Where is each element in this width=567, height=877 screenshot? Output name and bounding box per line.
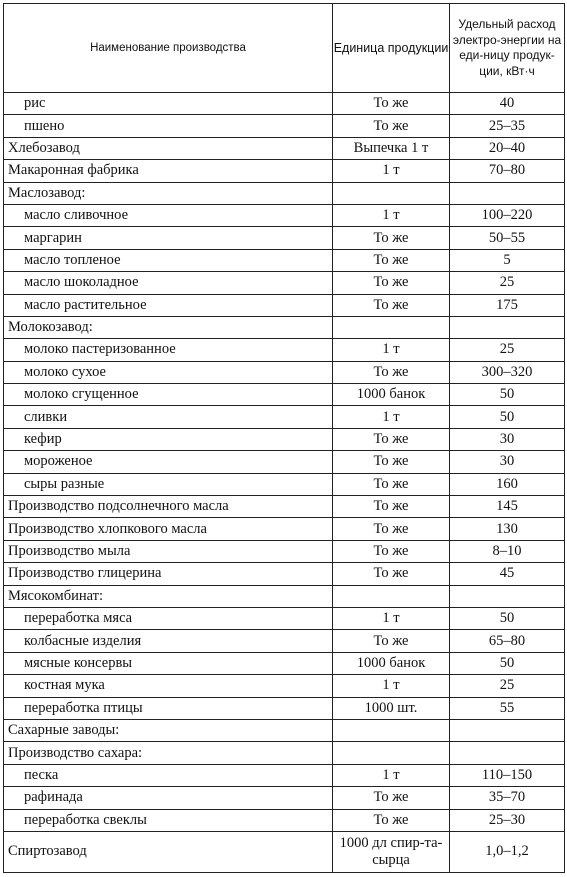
consumption-value-cell: 35–70 bbox=[450, 787, 565, 809]
unit-cell: То же bbox=[333, 496, 450, 518]
consumption-value-cell: 300–320 bbox=[450, 361, 565, 383]
production-name-cell: мясные консервы bbox=[4, 652, 333, 674]
production-name-cell: сыры разные bbox=[4, 473, 333, 495]
table-row bbox=[4, 339, 565, 361]
production-name-cell: Производство мыла bbox=[4, 540, 333, 562]
unit-cell bbox=[333, 719, 450, 741]
consumption-value-cell bbox=[450, 585, 565, 607]
consumption-value-cell: 175 bbox=[450, 294, 565, 316]
production-name-cell: масло шоколадное bbox=[4, 272, 333, 294]
table-row bbox=[4, 204, 565, 226]
unit-cell: То же bbox=[333, 473, 450, 495]
unit-cell: 1000 банок bbox=[333, 384, 450, 406]
table-row bbox=[4, 473, 565, 495]
production-name-cell: молоко пастеризованное bbox=[4, 339, 333, 361]
table-row bbox=[4, 697, 565, 719]
unit-cell: То же bbox=[333, 249, 450, 271]
consumption-value-cell: 70–80 bbox=[450, 160, 565, 182]
unit-cell: То же bbox=[333, 361, 450, 383]
energy-consumption-table bbox=[3, 3, 565, 873]
production-name-cell: сливки bbox=[4, 406, 333, 428]
unit-cell: 1000 дл спир-та-сырца bbox=[333, 831, 450, 872]
production-name-cell: переработка птицы bbox=[4, 697, 333, 719]
unit-cell: То же bbox=[333, 115, 450, 137]
consumption-value-cell: 145 bbox=[450, 496, 565, 518]
consumption-value-cell: 130 bbox=[450, 518, 565, 540]
table-row bbox=[4, 607, 565, 629]
consumption-value-cell: 5 bbox=[450, 249, 565, 271]
consumption-value-cell bbox=[450, 182, 565, 204]
consumption-value-cell: 110–150 bbox=[450, 764, 565, 786]
consumption-value-cell bbox=[450, 742, 565, 764]
consumption-value-cell: 160 bbox=[450, 473, 565, 495]
unit-cell: То же bbox=[333, 428, 450, 450]
production-name-cell: Производство сахара: bbox=[4, 742, 333, 764]
production-name-cell: переработка свеклы bbox=[4, 809, 333, 831]
production-name-cell: мороженое bbox=[4, 451, 333, 473]
table-row bbox=[4, 764, 565, 786]
unit-cell: 1 т bbox=[333, 764, 450, 786]
production-name-cell: рафинада bbox=[4, 787, 333, 809]
production-name-cell: Производство глицерина bbox=[4, 563, 333, 585]
table-row bbox=[4, 652, 565, 674]
production-name-cell: Макаронная фабрика bbox=[4, 160, 333, 182]
unit-cell: То же bbox=[333, 563, 450, 585]
consumption-value-cell: 40 bbox=[450, 93, 565, 115]
unit-cell: 1 т bbox=[333, 160, 450, 182]
table-row bbox=[4, 496, 565, 518]
consumption-value-cell: 100–220 bbox=[450, 204, 565, 226]
consumption-value-cell: 50 bbox=[450, 607, 565, 629]
production-name-cell: масло топленое bbox=[4, 249, 333, 271]
table-row bbox=[4, 742, 565, 764]
unit-cell: 1 т bbox=[333, 204, 450, 226]
consumption-value-cell: 30 bbox=[450, 451, 565, 473]
production-name-cell: масло сливочное bbox=[4, 204, 333, 226]
table-row bbox=[4, 540, 565, 562]
production-name-cell: пшено bbox=[4, 115, 333, 137]
unit-cell: 1000 банок bbox=[333, 652, 450, 674]
consumption-value-cell: 45 bbox=[450, 563, 565, 585]
production-name-cell: масло растительное bbox=[4, 294, 333, 316]
production-name-cell: Хлебозавод bbox=[4, 137, 333, 159]
unit-cell bbox=[333, 585, 450, 607]
consumption-value-cell: 50–55 bbox=[450, 227, 565, 249]
consumption-value-cell: 30 bbox=[450, 428, 565, 450]
header-production-name: Наименование производства bbox=[4, 4, 333, 93]
table-row bbox=[4, 518, 565, 540]
table-row bbox=[4, 809, 565, 831]
unit-cell: То же bbox=[333, 787, 450, 809]
unit-cell: 1 т bbox=[333, 406, 450, 428]
consumption-value-cell: 1,0–1,2 bbox=[450, 831, 565, 872]
unit-cell bbox=[333, 742, 450, 764]
table-row bbox=[4, 227, 565, 249]
table-row bbox=[4, 675, 565, 697]
table-row bbox=[4, 563, 565, 585]
production-name-cell: молоко сухое bbox=[4, 361, 333, 383]
consumption-value-cell: 25–30 bbox=[450, 809, 565, 831]
table-row bbox=[4, 630, 565, 652]
table-row bbox=[4, 115, 565, 137]
table-row bbox=[4, 585, 565, 607]
table-row bbox=[4, 406, 565, 428]
consumption-value-cell bbox=[450, 719, 565, 741]
unit-cell: 1 т bbox=[333, 607, 450, 629]
unit-cell bbox=[333, 182, 450, 204]
unit-cell: То же bbox=[333, 294, 450, 316]
production-name-cell: Молокозавод: bbox=[4, 316, 333, 338]
consumption-value-cell: 50 bbox=[450, 406, 565, 428]
header-specific-consumption: Удельный расход электро-энергии на еди-ницу продук-ции, кВт·ч bbox=[450, 4, 565, 93]
consumption-value-cell: 25 bbox=[450, 675, 565, 697]
consumption-value-cell: 50 bbox=[450, 652, 565, 674]
unit-cell: То же bbox=[333, 630, 450, 652]
unit-cell bbox=[333, 316, 450, 338]
production-name-cell: кефир bbox=[4, 428, 333, 450]
production-name-cell: Сахарные заводы: bbox=[4, 719, 333, 741]
table-row bbox=[4, 384, 565, 406]
table-row bbox=[4, 428, 565, 450]
production-name-cell: Производство подсолнечного масла bbox=[4, 496, 333, 518]
unit-cell: 1000 шт. bbox=[333, 697, 450, 719]
production-name-cell: молоко сгущенное bbox=[4, 384, 333, 406]
production-name-cell: костная мука bbox=[4, 675, 333, 697]
unit-cell: То же bbox=[333, 809, 450, 831]
unit-cell: 1 т bbox=[333, 675, 450, 697]
unit-cell: То же bbox=[333, 93, 450, 115]
header-row bbox=[4, 4, 565, 93]
consumption-value-cell: 25 bbox=[450, 272, 565, 294]
production-name-cell: маргарин bbox=[4, 227, 333, 249]
table-row bbox=[4, 451, 565, 473]
table-row bbox=[4, 787, 565, 809]
table-row bbox=[4, 182, 565, 204]
production-name-cell: переработка мяса bbox=[4, 607, 333, 629]
consumption-value-cell: 55 bbox=[450, 697, 565, 719]
production-name-cell: рис bbox=[4, 93, 333, 115]
unit-cell: 1 т bbox=[333, 339, 450, 361]
table-row bbox=[4, 361, 565, 383]
production-name-cell: колбасные изделия bbox=[4, 630, 333, 652]
consumption-value-cell bbox=[450, 316, 565, 338]
consumption-value-cell: 65–80 bbox=[450, 630, 565, 652]
table-row bbox=[4, 316, 565, 338]
table-row bbox=[4, 93, 565, 115]
consumption-value-cell: 50 bbox=[450, 384, 565, 406]
unit-cell: Выпечка 1 т bbox=[333, 137, 450, 159]
unit-cell: То же bbox=[333, 540, 450, 562]
table-row bbox=[4, 831, 565, 872]
table-row bbox=[4, 272, 565, 294]
production-name-cell: Маслозавод: bbox=[4, 182, 333, 204]
consumption-value-cell: 8–10 bbox=[450, 540, 565, 562]
unit-cell: То же bbox=[333, 518, 450, 540]
table-row bbox=[4, 137, 565, 159]
consumption-value-cell: 25 bbox=[450, 339, 565, 361]
table-row bbox=[4, 719, 565, 741]
unit-cell: То же bbox=[333, 451, 450, 473]
production-name-cell: Мясокомбинат: bbox=[4, 585, 333, 607]
table-row bbox=[4, 294, 565, 316]
unit-cell: То же bbox=[333, 272, 450, 294]
consumption-value-cell: 25–35 bbox=[450, 115, 565, 137]
table-row bbox=[4, 160, 565, 182]
header-unit: Единица продукции bbox=[333, 4, 450, 93]
production-name-cell: песка bbox=[4, 764, 333, 786]
production-name-cell: Производство хлопкового масла bbox=[4, 518, 333, 540]
table-row bbox=[4, 249, 565, 271]
consumption-value-cell: 20–40 bbox=[450, 137, 565, 159]
unit-cell: То же bbox=[333, 227, 450, 249]
production-name-cell: Спиртозавод bbox=[4, 831, 333, 872]
